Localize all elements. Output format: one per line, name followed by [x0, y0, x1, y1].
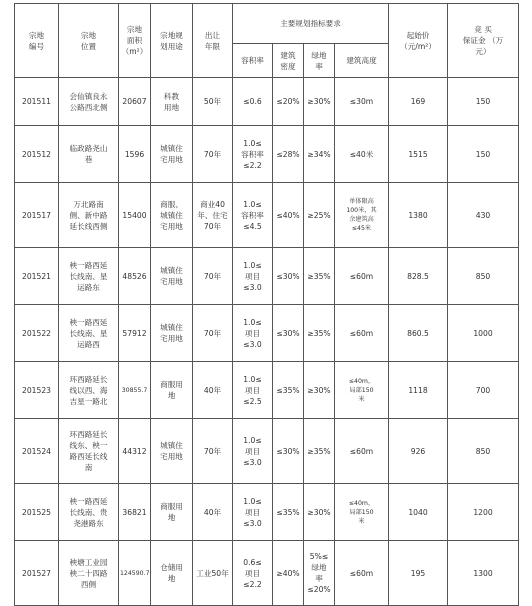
table-row	[15, 305, 519, 362]
table-row	[15, 362, 519, 419]
cell-area: 36821	[119, 484, 151, 541]
cell-location: 秧一路西延 长线南、星 运路东	[59, 248, 119, 305]
cell-deposit: 150	[448, 78, 519, 126]
cell-far: 1.0≤ 容积率 ≤4.5	[233, 183, 273, 248]
cell-term: 商业40 年、住宅 70年	[193, 183, 233, 248]
cell-term: 70年	[193, 248, 233, 305]
table-row	[15, 541, 519, 606]
cell-no: 201523	[15, 362, 59, 419]
cell-term: 50年	[193, 78, 233, 126]
cell-no: 201511	[15, 78, 59, 126]
cell-density: ≤30%	[273, 419, 304, 484]
cell-use: 科教 用地	[151, 78, 193, 126]
header-use: 宗地规 划用途	[151, 4, 193, 78]
cell-far: ≤0.6	[233, 78, 273, 126]
cell-term: 70年	[193, 305, 233, 362]
table-row	[15, 126, 519, 183]
cell-height: 单体限高 100米，其 余建筑高 ≤45米	[335, 183, 389, 248]
cell-deposit: 150	[448, 126, 519, 183]
land-auction-sheet	[14, 3, 518, 606]
cell-height: ≤60m	[335, 248, 389, 305]
cell-area: 30855.7	[119, 362, 151, 419]
cell-height: ≤60m	[335, 541, 389, 606]
cell-area: 48526	[119, 248, 151, 305]
cell-location: 临政路尧山 巷	[59, 126, 119, 183]
cell-density: ≤28%	[273, 126, 304, 183]
cell-height: ≤30m	[335, 78, 389, 126]
cell-density: ≤30%	[273, 248, 304, 305]
cell-height: ≤60m	[335, 305, 389, 362]
table-row	[15, 78, 519, 126]
cell-deposit: 850	[448, 248, 519, 305]
cell-price: 169	[389, 78, 448, 126]
header-term: 出让 年限	[193, 4, 233, 78]
cell-far: 1.0≤ 项目 ≤2.5	[233, 362, 273, 419]
cell-no: 201524	[15, 419, 59, 484]
header-start-price: 起始价 （元/m²）	[389, 4, 448, 78]
cell-green: ≥35%	[304, 248, 335, 305]
cell-area: 124590.7	[119, 541, 151, 606]
cell-price: 1515	[389, 126, 448, 183]
cell-location: 万北路南 侧、新中路 延长线西侧	[59, 183, 119, 248]
cell-height: ≤40米	[335, 126, 389, 183]
cell-green: ≥34%	[304, 126, 335, 183]
cell-deposit: 700	[448, 362, 519, 419]
cell-area: 15400	[119, 183, 151, 248]
cell-height: ≤60m	[335, 419, 389, 484]
cell-use: 商服用 地	[151, 362, 193, 419]
cell-density: ≤30%	[273, 305, 304, 362]
cell-price: 1040	[389, 484, 448, 541]
cell-use: 商服、 城镇住 宅用地	[151, 183, 193, 248]
cell-far: 1.0≤ 项目 ≤3.0	[233, 305, 273, 362]
cell-far: 1.0≤ 项目 ≤3.0	[233, 484, 273, 541]
cell-green: ≥30%	[304, 78, 335, 126]
cell-far: 1.0≤ 项目 ≤3.0	[233, 419, 273, 484]
cell-green: ≥25%	[304, 183, 335, 248]
header-area: 宗地 面积 （m²）	[119, 4, 151, 78]
cell-green: ≥35%	[304, 419, 335, 484]
cell-deposit: 850	[448, 419, 519, 484]
cell-term: 工业50年	[193, 541, 233, 606]
cell-deposit: 1200	[448, 484, 519, 541]
cell-green: ≥35%	[304, 305, 335, 362]
cell-no: 201525	[15, 484, 59, 541]
cell-no: 201517	[15, 183, 59, 248]
cell-use: 仓储用 地	[151, 541, 193, 606]
cell-no: 201521	[15, 248, 59, 305]
cell-green: ≥30%	[304, 484, 335, 541]
table-row	[15, 248, 519, 305]
cell-density: ≤40%	[273, 183, 304, 248]
cell-density: ≥40%	[273, 541, 304, 606]
cell-deposit: 1300	[448, 541, 519, 606]
cell-far: 1.0≤ 容积率 ≤2.2	[233, 126, 273, 183]
cell-price: 828.5	[389, 248, 448, 305]
cell-location: 环西路延长 线以西、海 吉星一路北	[59, 362, 119, 419]
cell-density: ≤35%	[273, 362, 304, 419]
cell-price: 1380	[389, 183, 448, 248]
cell-term: 70年	[193, 126, 233, 183]
cell-area: 1596	[119, 126, 151, 183]
cell-use: 城镇住 宅用地	[151, 419, 193, 484]
table-row	[15, 484, 519, 541]
cell-location: 环西路延长 线东、秧一 路西延长线 南	[59, 419, 119, 484]
cell-use: 城镇住 宅用地	[151, 126, 193, 183]
cell-term: 40年	[193, 484, 233, 541]
cell-height: ≤40m， 局部150 米	[335, 362, 389, 419]
header-height: 建筑高度	[335, 44, 389, 78]
cell-use: 城镇住 宅用地	[151, 305, 193, 362]
cell-density: ≤20%	[273, 78, 304, 126]
cell-price: 1118	[389, 362, 448, 419]
cell-price: 195	[389, 541, 448, 606]
cell-location: 秧一路西延 长线南、星 运路西	[59, 305, 119, 362]
cell-location: 秧塘工业园 秧二十四路 西侧	[59, 541, 119, 606]
header-green: 绿地 率	[304, 44, 335, 78]
cell-area: 57912	[119, 305, 151, 362]
cell-height: ≤40m， 局部150 米	[335, 484, 389, 541]
cell-no: 201522	[15, 305, 59, 362]
cell-deposit: 1000	[448, 305, 519, 362]
cell-area: 44312	[119, 419, 151, 484]
cell-price: 860.5	[389, 305, 448, 362]
header-parcel-no: 宗地 编号	[15, 4, 59, 78]
cell-green: ≥30%	[304, 362, 335, 419]
header-planning-group: 主要规划指标要求	[233, 4, 389, 44]
header-deposit: 竞 买 保证金 （万 元）	[448, 4, 519, 78]
cell-use: 城镇住 宅用地	[151, 248, 193, 305]
cell-far: 1.0≤ 项目 ≤3.0	[233, 248, 273, 305]
header-far: 容积率	[233, 44, 273, 78]
cell-term: 40年	[193, 362, 233, 419]
table-body	[15, 78, 519, 606]
header-density: 建筑 密度	[273, 44, 304, 78]
cell-no: 201512	[15, 126, 59, 183]
cell-location: 会仙镇良永 公路西北侧	[59, 78, 119, 126]
land-parcel-table	[14, 3, 519, 606]
cell-price: 926	[389, 419, 448, 484]
cell-area: 20607	[119, 78, 151, 126]
cell-green: 5%≤ 绿地 率 ≤20%	[304, 541, 335, 606]
cell-location: 秧一路西延 长线南、贵 尧港路东	[59, 484, 119, 541]
header-location: 宗地 位置	[59, 4, 119, 78]
cell-term: 70年	[193, 419, 233, 484]
table-row	[15, 183, 519, 248]
cell-deposit: 430	[448, 183, 519, 248]
cell-far: 0.6≤ 项目 ≤2.2	[233, 541, 273, 606]
cell-no: 201527	[15, 541, 59, 606]
cell-density: ≤35%	[273, 484, 304, 541]
table-row	[15, 419, 519, 484]
cell-use: 商服用 地	[151, 484, 193, 541]
